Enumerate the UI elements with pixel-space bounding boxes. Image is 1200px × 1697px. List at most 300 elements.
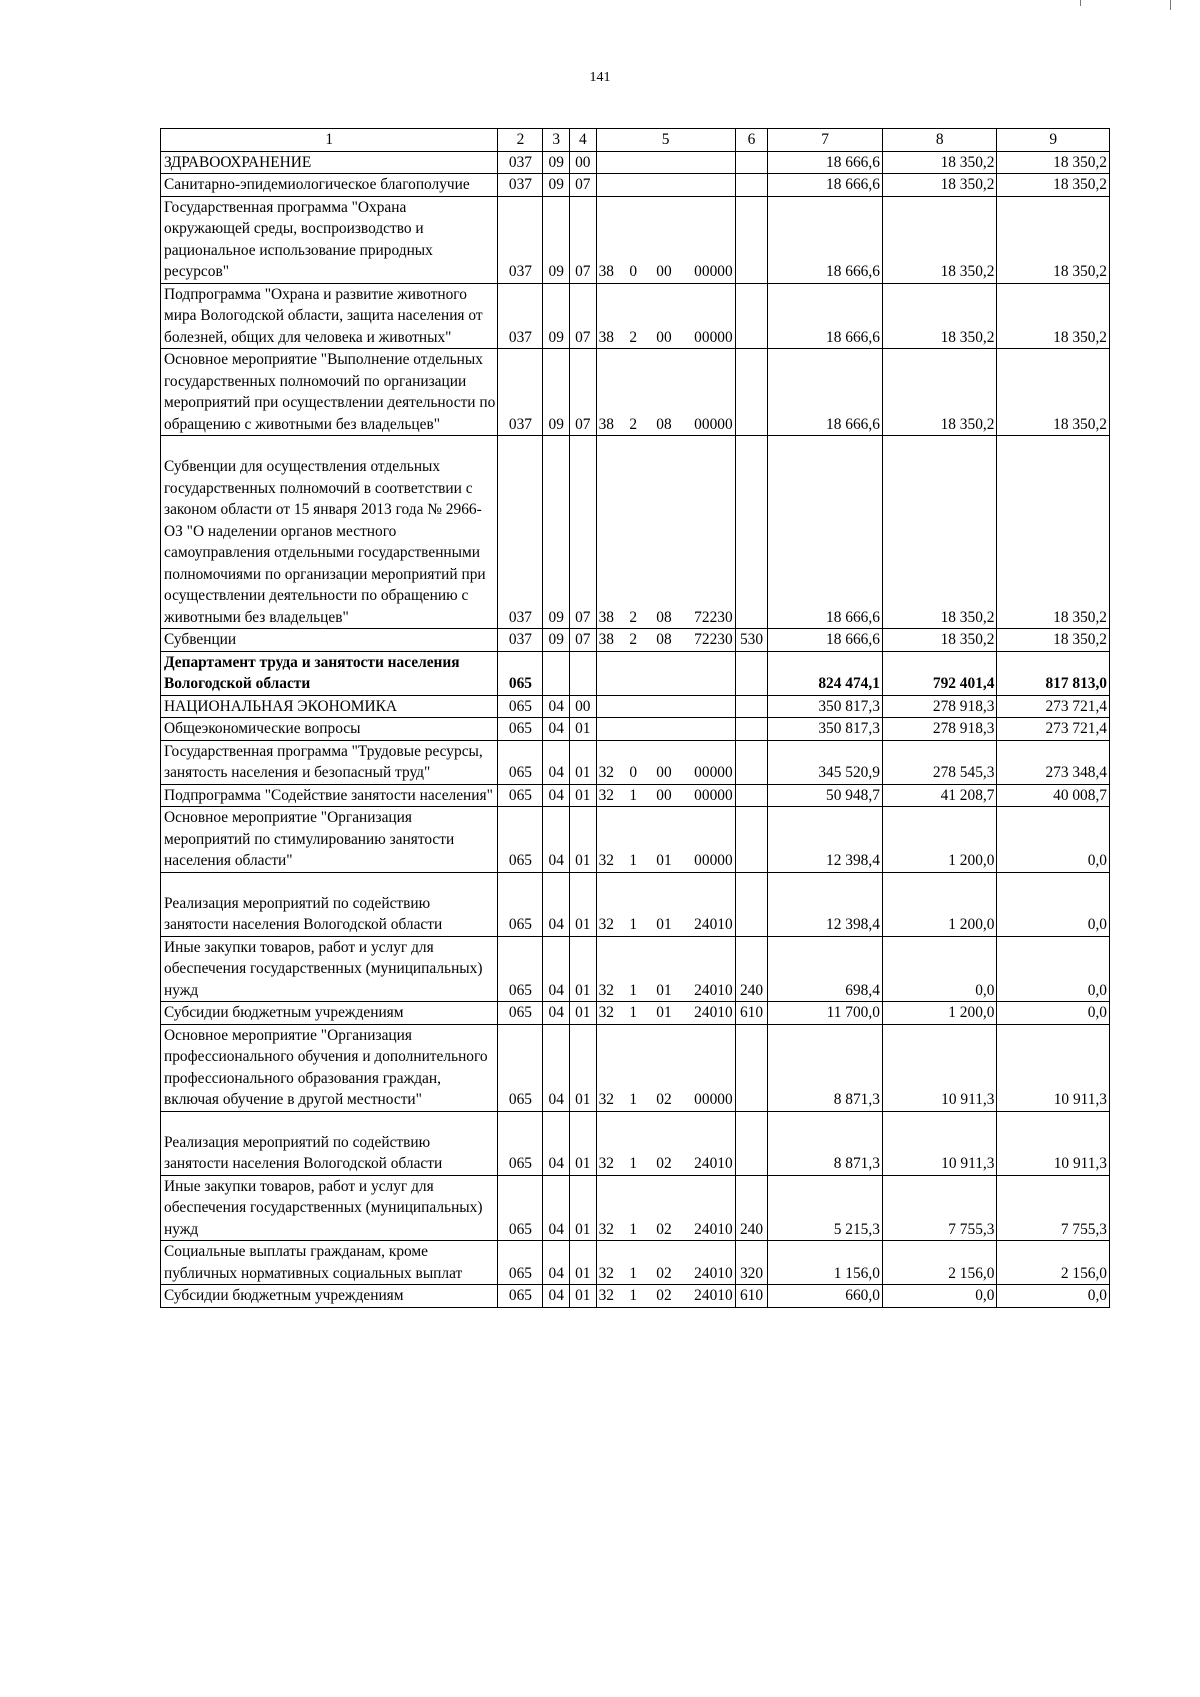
target-article-part: 00000 <box>694 1091 733 1108</box>
target-article-part: 00 <box>656 263 672 280</box>
subsection-code: 01 <box>570 740 597 784</box>
admin-code: 065 <box>498 1285 543 1308</box>
page-number: 141 <box>589 70 611 85</box>
admin-code: 037 <box>498 436 543 629</box>
subsection-code: 01 <box>570 718 597 741</box>
target-article-part: 24010 <box>694 1287 733 1304</box>
target-article-part: 0 <box>629 764 638 781</box>
target-article-part: 2 <box>629 631 638 648</box>
target-article-part: 02 <box>656 1287 672 1304</box>
amount-col8: 18 350,2 <box>882 151 997 174</box>
amount-col8: 10 911,3 <box>882 1111 997 1175</box>
table-row <box>161 1241 1110 1285</box>
section-code: 04 <box>543 718 570 741</box>
table-row <box>161 436 1110 629</box>
admin-code: 065 <box>498 1241 543 1285</box>
section-code: 09 <box>543 629 570 652</box>
target-article-part: 1 <box>629 981 638 999</box>
admin-code: 037 <box>498 349 543 436</box>
amount-col7: 18 666,6 <box>768 629 883 652</box>
amount-col8: 278 918,3 <box>882 695 997 718</box>
amount-col9: 0,0 <box>997 807 1110 873</box>
subsection-code: 01 <box>570 1241 597 1285</box>
target-article-code <box>596 283 735 349</box>
target-article-code <box>596 784 735 807</box>
table-row <box>161 651 1110 695</box>
section-code: 04 <box>543 1111 570 1175</box>
subsection-code: 01 <box>570 1002 597 1025</box>
expense-type-code <box>735 872 768 936</box>
column-header: 8 <box>882 129 997 152</box>
row-name: Государственная программа "Охрана окружающей среды, воспроизводство и рациональное использование природных ресурсов" <box>161 196 498 283</box>
scan-mark <box>1170 0 1171 10</box>
target-article-code <box>596 174 735 197</box>
target-article-part: 32 <box>598 852 614 869</box>
target-article-part: 0 <box>629 263 638 280</box>
amount-col8: 0,0 <box>882 1285 997 1308</box>
section-code: 09 <box>543 283 570 349</box>
target-article-code <box>596 151 735 174</box>
table-row <box>161 1175 1110 1241</box>
amount-col8: 18 350,2 <box>882 196 997 283</box>
subsection-code: 07 <box>570 283 597 349</box>
amount-col7: 50 948,7 <box>768 784 883 807</box>
table-row <box>161 196 1110 283</box>
target-article-part: 32 <box>598 1004 614 1021</box>
subsection-code: 01 <box>570 784 597 807</box>
target-article-part: 01 <box>656 1004 672 1021</box>
column-header: 6 <box>735 129 768 152</box>
target-article-parts <box>599 261 733 283</box>
amount-col8: 2 156,0 <box>882 1241 997 1285</box>
expense-type-code: 610 <box>735 1285 768 1308</box>
target-article-part: 72230 <box>694 608 733 626</box>
expense-type-code <box>735 1111 768 1175</box>
target-article-part: 38 <box>598 415 614 433</box>
amount-col9: 0,0 <box>997 936 1110 1002</box>
expense-type-code <box>735 196 768 283</box>
target-article-part: 00000 <box>694 263 733 280</box>
target-article-parts <box>599 1153 733 1175</box>
amount-col7: 18 666,6 <box>768 349 883 436</box>
row-name: ЗДРАВООХРАНЕНИЕ <box>161 151 498 174</box>
expense-type-code <box>735 695 768 718</box>
target-article-part: 2 <box>629 415 638 433</box>
admin-code: 037 <box>498 629 543 652</box>
section-code: 09 <box>543 151 570 174</box>
budget-table <box>160 128 1110 1308</box>
expense-type-code <box>735 349 768 436</box>
expense-type-code <box>735 1024 768 1111</box>
target-article-parts <box>599 1089 733 1111</box>
subsection-code: 01 <box>570 1285 597 1308</box>
table-row <box>161 1285 1110 1308</box>
subsection-code: 00 <box>570 695 597 718</box>
admin-code: 065 <box>498 1111 543 1175</box>
target-article-part: 1 <box>629 1287 638 1304</box>
amount-col9: 0,0 <box>997 1285 1110 1308</box>
subsection-code <box>570 651 597 695</box>
target-article-part: 24010 <box>694 1220 733 1238</box>
target-article-code <box>596 1285 735 1308</box>
target-article-part: 02 <box>656 1220 672 1238</box>
amount-col8: 18 350,2 <box>882 349 997 436</box>
target-article-code <box>596 1175 735 1241</box>
row-name: Государственная программа "Трудовые ресурсы, занятость населения и безопасный труд" <box>161 740 498 784</box>
table-row <box>161 784 1110 807</box>
row-name: Иные закупки товаров, работ и услуг для обеспечения государственных (муниципальных) нужд <box>161 1175 498 1241</box>
admin-code: 065 <box>498 695 543 718</box>
target-article-part: 08 <box>656 608 672 626</box>
amount-col9: 273 348,4 <box>997 740 1110 784</box>
subsection-code: 01 <box>570 936 597 1002</box>
target-article-code <box>596 695 735 718</box>
section-code: 09 <box>543 174 570 197</box>
expense-type-code <box>735 283 768 349</box>
target-article-part: 00000 <box>694 328 733 346</box>
amount-col9: 18 350,2 <box>997 629 1110 652</box>
section-code: 04 <box>543 1024 570 1111</box>
row-name: Подпрограмма "Охрана и развитие животного мира Вологодской области, защита населения от болезней, общих для человека и животных" <box>161 283 498 349</box>
subsection-code: 07 <box>570 196 597 283</box>
section-code: 04 <box>543 1175 570 1241</box>
section-code: 04 <box>543 740 570 784</box>
amount-col8: 278 545,3 <box>882 740 997 784</box>
target-article-part: 24010 <box>694 1004 733 1021</box>
admin-code: 037 <box>498 174 543 197</box>
target-article-part: 38 <box>598 608 614 626</box>
subsection-code: 07 <box>570 629 597 652</box>
column-header: 3 <box>543 129 570 152</box>
admin-code: 037 <box>498 151 543 174</box>
target-article-code <box>596 1241 735 1285</box>
expense-type-code <box>735 718 768 741</box>
table-row <box>161 283 1110 349</box>
amount-col7: 12 398,4 <box>768 872 883 936</box>
admin-code: 065 <box>498 784 543 807</box>
target-article-part: 32 <box>598 981 614 999</box>
row-name: Санитарно-эпидемиологическое благополучие <box>161 174 498 197</box>
target-article-code <box>596 807 735 873</box>
target-article-part: 1 <box>629 786 638 804</box>
admin-code: 037 <box>498 196 543 283</box>
amount-col7: 345 520,9 <box>768 740 883 784</box>
table-row <box>161 718 1110 741</box>
target-article-part: 32 <box>598 764 614 781</box>
row-name: Реализация мероприятий по содействию занятости населения Вологодской области <box>161 872 498 936</box>
amount-col7: 1 156,0 <box>768 1241 883 1285</box>
target-article-parts <box>599 914 733 936</box>
admin-code: 065 <box>498 872 543 936</box>
target-article-part: 72230 <box>694 631 733 648</box>
target-article-parts <box>599 1002 733 1024</box>
row-name: Субвенции для осуществления отдельных государственных полномочий в соответствии с законом области от 15 января 2013 года № 2966-ОЗ "О наделении органов местного самоуправления отдельными государственными полномочиями по организации мероприятий при осуществлении деятельности по обращению с животными без владельцев" <box>161 436 498 629</box>
row-name: Подпрограмма "Содействие занятости населения" <box>161 784 498 807</box>
target-article-part: 1 <box>629 1004 638 1021</box>
amount-col7: 18 666,6 <box>768 283 883 349</box>
target-article-part: 00 <box>656 786 672 804</box>
section-code: 04 <box>543 807 570 873</box>
target-article-part: 08 <box>656 631 672 648</box>
column-header: 4 <box>570 129 597 152</box>
target-article-parts <box>599 1263 733 1285</box>
row-name: Реализация мероприятий по содействию занятости населения Вологодской области <box>161 1111 498 1175</box>
section-code: 04 <box>543 1285 570 1308</box>
target-article-part: 24010 <box>694 1155 733 1172</box>
section-code: 04 <box>543 872 570 936</box>
scan-mark <box>1080 0 1081 6</box>
target-article-part: 32 <box>598 916 614 933</box>
amount-col9: 0,0 <box>997 1002 1110 1025</box>
subsection-code: 07 <box>570 436 597 629</box>
amount-col8: 1 200,0 <box>882 1002 997 1025</box>
target-article-part: 00000 <box>694 764 733 781</box>
expense-type-code <box>735 651 768 695</box>
amount-col7: 5 215,3 <box>768 1175 883 1241</box>
target-article-part: 24010 <box>694 1264 733 1282</box>
target-article-part: 24010 <box>694 981 733 999</box>
target-article-code <box>596 936 735 1002</box>
expense-type-code <box>735 740 768 784</box>
target-article-part: 1 <box>629 1155 638 1172</box>
subsection-code: 01 <box>570 1111 597 1175</box>
amount-col9: 0,0 <box>997 872 1110 936</box>
target-article-part: 01 <box>656 981 672 999</box>
target-article-part: 24010 <box>694 916 733 933</box>
amount-col7: 8 871,3 <box>768 1024 883 1111</box>
amount-col7: 18 666,6 <box>768 151 883 174</box>
target-article-part: 38 <box>598 263 614 280</box>
target-article-code <box>596 740 735 784</box>
subsection-code: 01 <box>570 807 597 873</box>
target-article-part: 32 <box>598 1287 614 1304</box>
amount-col7: 18 666,6 <box>768 436 883 629</box>
row-name: Департамент труда и занятости населения Вологодской области <box>161 651 498 695</box>
table-row <box>161 629 1110 652</box>
target-article-part: 38 <box>598 328 614 346</box>
section-code: 04 <box>543 695 570 718</box>
amount-col9: 18 350,2 <box>997 283 1110 349</box>
target-article-part: 32 <box>598 786 614 804</box>
expense-type-code: 240 <box>735 1175 768 1241</box>
admin-code: 065 <box>498 1175 543 1241</box>
target-article-parts <box>599 762 733 784</box>
amount-col8: 18 350,2 <box>882 629 997 652</box>
target-article-parts <box>599 1219 733 1241</box>
expense-type-code <box>735 807 768 873</box>
amount-col9: 7 755,3 <box>997 1175 1110 1241</box>
column-header: 5 <box>596 129 735 152</box>
target-article-code <box>596 872 735 936</box>
expense-type-code: 240 <box>735 936 768 1002</box>
target-article-parts <box>599 327 733 349</box>
target-article-code <box>596 196 735 283</box>
amount-col8: 18 350,2 <box>882 174 997 197</box>
row-name: Социальные выплаты гражданам, кроме публичных нормативных социальных выплат <box>161 1241 498 1285</box>
target-article-part: 00000 <box>694 415 733 433</box>
amount-col9: 40 008,7 <box>997 784 1110 807</box>
target-article-part: 01 <box>656 916 672 933</box>
amount-col7: 698,4 <box>768 936 883 1002</box>
table-row <box>161 807 1110 873</box>
expense-type-code <box>735 436 768 629</box>
target-article-part: 2 <box>629 328 638 346</box>
target-article-part: 02 <box>656 1264 672 1282</box>
table-row <box>161 151 1110 174</box>
amount-col9: 10 911,3 <box>997 1111 1110 1175</box>
amount-col9: 18 350,2 <box>997 151 1110 174</box>
target-article-code <box>596 1002 735 1025</box>
target-article-part: 08 <box>656 415 672 433</box>
section-code: 09 <box>543 196 570 283</box>
target-article-parts <box>599 629 733 651</box>
section-code: 04 <box>543 1002 570 1025</box>
subsection-code: 01 <box>570 872 597 936</box>
target-article-code <box>596 1024 735 1111</box>
target-article-parts <box>599 414 733 436</box>
amount-col9: 18 350,2 <box>997 436 1110 629</box>
amount-col8: 1 200,0 <box>882 807 997 873</box>
target-article-part: 02 <box>656 1091 672 1108</box>
admin-code: 065 <box>498 740 543 784</box>
column-header: 7 <box>768 129 883 152</box>
row-name: Общеэкономические вопросы <box>161 718 498 741</box>
expense-type-code: 610 <box>735 1002 768 1025</box>
table-row <box>161 174 1110 197</box>
expense-type-code: 530 <box>735 629 768 652</box>
row-name: Основное мероприятие "Организация мероприятий по стимулированию занятости населения области" <box>161 807 498 873</box>
amount-col7: 18 666,6 <box>768 196 883 283</box>
target-article-parts <box>599 850 733 872</box>
amount-col8: 0,0 <box>882 936 997 1002</box>
amount-col7: 11 700,0 <box>768 1002 883 1025</box>
section-code <box>543 651 570 695</box>
amount-col8: 278 918,3 <box>882 718 997 741</box>
amount-col7: 350 817,3 <box>768 695 883 718</box>
amount-col8: 792 401,4 <box>882 651 997 695</box>
target-article-part: 00 <box>656 328 672 346</box>
target-article-code <box>596 718 735 741</box>
table-row <box>161 1002 1110 1025</box>
subsection-code: 07 <box>570 349 597 436</box>
target-article-part: 1 <box>629 1220 638 1238</box>
target-article-part: 00000 <box>694 852 733 869</box>
target-article-part: 02 <box>656 1155 672 1172</box>
admin-code: 065 <box>498 807 543 873</box>
amount-col7: 350 817,3 <box>768 718 883 741</box>
amount-col9: 817 813,0 <box>997 651 1110 695</box>
amount-col7: 8 871,3 <box>768 1111 883 1175</box>
amount-col9: 2 156,0 <box>997 1241 1110 1285</box>
table-row <box>161 740 1110 784</box>
row-name: Основное мероприятие "Организация профессионального обучения и дополнительного профессионального образования граждан, включая обучение в другой местности" <box>161 1024 498 1111</box>
target-article-parts <box>599 1285 733 1307</box>
target-article-parts <box>599 980 733 1002</box>
expense-type-code <box>735 784 768 807</box>
subsection-code: 01 <box>570 1024 597 1111</box>
admin-code: 065 <box>498 1002 543 1025</box>
amount-col8: 41 208,7 <box>882 784 997 807</box>
section-code: 04 <box>543 1241 570 1285</box>
table-row <box>161 1111 1110 1175</box>
column-number-row <box>161 129 1110 152</box>
expense-type-code: 320 <box>735 1241 768 1285</box>
expense-type-code <box>735 174 768 197</box>
target-article-code <box>596 629 735 652</box>
row-name: НАЦИОНАЛЬНАЯ ЭКОНОМИКА <box>161 695 498 718</box>
amount-col7: 824 474,1 <box>768 651 883 695</box>
target-article-part: 32 <box>598 1155 614 1172</box>
amount-col8: 10 911,3 <box>882 1024 997 1111</box>
amount-col9: 18 350,2 <box>997 196 1110 283</box>
column-header: 2 <box>498 129 543 152</box>
table-row <box>161 695 1110 718</box>
subsection-code: 07 <box>570 174 597 197</box>
admin-code: 065 <box>498 1024 543 1111</box>
target-article-parts <box>599 785 733 807</box>
target-article-code <box>596 349 735 436</box>
amount-col7: 660,0 <box>768 1285 883 1308</box>
target-article-parts <box>599 607 733 629</box>
section-code: 04 <box>543 936 570 1002</box>
admin-code: 065 <box>498 936 543 1002</box>
amount-col9: 10 911,3 <box>997 1024 1110 1111</box>
admin-code: 065 <box>498 651 543 695</box>
target-article-part: 32 <box>598 1091 614 1108</box>
section-code: 09 <box>543 349 570 436</box>
amount-col9: 273 721,4 <box>997 718 1110 741</box>
amount-col8: 7 755,3 <box>882 1175 997 1241</box>
row-name: Субсидии бюджетным учреждениям <box>161 1002 498 1025</box>
section-code: 04 <box>543 784 570 807</box>
target-article-part: 38 <box>598 631 614 648</box>
target-article-part: 1 <box>629 1091 638 1108</box>
table-row <box>161 872 1110 936</box>
amount-col8: 18 350,2 <box>882 436 997 629</box>
amount-col9: 273 721,4 <box>997 695 1110 718</box>
amount-col9: 18 350,2 <box>997 349 1110 436</box>
amount-col7: 12 398,4 <box>768 807 883 873</box>
row-name: Субвенции <box>161 629 498 652</box>
row-name: Субсидии бюджетным учреждениям <box>161 1285 498 1308</box>
amount-col8: 1 200,0 <box>882 872 997 936</box>
column-header: 9 <box>997 129 1110 152</box>
target-article-part: 01 <box>656 852 672 869</box>
amount-col7: 18 666,6 <box>768 174 883 197</box>
target-article-code <box>596 651 735 695</box>
subsection-code: 01 <box>570 1175 597 1241</box>
column-header: 1 <box>161 129 498 152</box>
target-article-part: 00000 <box>694 786 733 804</box>
target-article-part: 32 <box>598 1264 614 1282</box>
subsection-code: 00 <box>570 151 597 174</box>
row-name: Основное мероприятие "Выполнение отдельных государственных полномочий по организации мероприятий при осуществлении деятельности по обращению с животными без владельцев" <box>161 349 498 436</box>
target-article-code <box>596 436 735 629</box>
table-row <box>161 936 1110 1002</box>
target-article-part: 1 <box>629 916 638 933</box>
target-article-code <box>596 1111 735 1175</box>
expense-type-code <box>735 151 768 174</box>
row-name: Иные закупки товаров, работ и услуг для обеспечения государственных (муниципальных) нужд <box>161 936 498 1002</box>
amount-col8: 18 350,2 <box>882 283 997 349</box>
target-article-part: 1 <box>629 852 638 869</box>
amount-col9: 18 350,2 <box>997 174 1110 197</box>
table-row <box>161 1024 1110 1111</box>
target-article-part: 32 <box>598 1220 614 1238</box>
target-article-part: 00 <box>656 764 672 781</box>
section-code: 09 <box>543 436 570 629</box>
admin-code: 065 <box>498 718 543 741</box>
